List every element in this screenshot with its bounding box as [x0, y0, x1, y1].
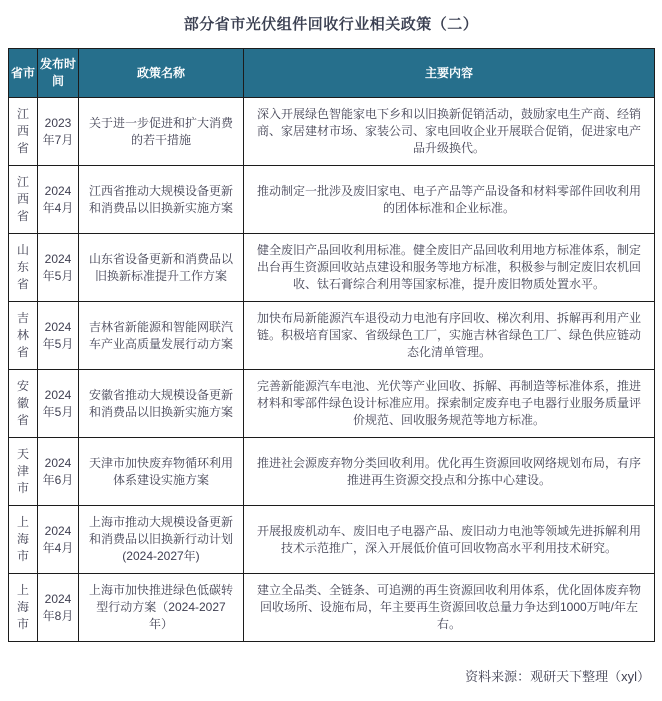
- cell-province: 江西省: [9, 98, 38, 166]
- cell-content: 深入开展绿色智能家电下乡和以旧换新促销活动，鼓励家电生产商、经销商、家居建材市场、家装公司、家电回收企业开展联合促销，促进家电产品升级换代。: [244, 98, 655, 166]
- cell-content: 加快布局新能源汽车退役动力电池有序回收、梯次利用、拆解再利用产业链。积极培育国家、省级绿色工厂，实施吉林省绿色工厂、绿色供应链动态化清单管理。: [244, 302, 655, 370]
- header-date: 发布时间: [38, 49, 79, 98]
- table-row: [9, 438, 655, 506]
- table-row: [9, 234, 655, 302]
- cell-province: 江西省: [9, 166, 38, 234]
- cell-content: 推进社会源废弃物分类回收利用。优化再生资源回收网络规划布局，有序推进再生资源交投点和分拣中心建设。: [244, 438, 655, 506]
- cell-date: 2024年5月: [38, 302, 79, 370]
- cell-date: 2024年5月: [38, 370, 79, 438]
- cell-date: 2024年8月: [38, 574, 79, 642]
- table-row: [9, 166, 655, 234]
- header-content: 主要内容: [244, 49, 655, 98]
- header-policy: 政策名称: [79, 49, 244, 98]
- cell-date: 2024年5月: [38, 234, 79, 302]
- cell-province: 上海市: [9, 506, 38, 574]
- cell-policy: 上海市加快推进绿色低碳转型行动方案（2024-2027年）: [79, 574, 244, 642]
- cell-province: 山东省: [9, 234, 38, 302]
- cell-province: 吉林省: [9, 302, 38, 370]
- cell-policy: 关于进一步促进和扩大消费的若干措施: [79, 98, 244, 166]
- cell-policy: 吉林省新能源和智能网联汽车产业高质量发展行动方案: [79, 302, 244, 370]
- cell-date: 2023年7月: [38, 98, 79, 166]
- cell-content: 推动制定一批涉及废旧家电、电子产品等产品设备和材料零部件回收利用的团体标准和企业标准。: [244, 166, 655, 234]
- table-row: [9, 506, 655, 574]
- cell-province: 安徽省: [9, 370, 38, 438]
- cell-date: 2024年6月: [38, 438, 79, 506]
- header-province: 省市: [9, 49, 38, 98]
- table-header-row: [9, 49, 655, 98]
- cell-content: 开展报废机动车、废旧电子电器产品、废旧动力电池等领域先进拆解利用技术示范推广，深入开展低价值可回收物高水平利用技术研究。: [244, 506, 655, 574]
- page-title: 部分省市光伏组件回收行业相关政策（二）: [183, 16, 479, 33]
- cell-date: 2024年4月: [38, 506, 79, 574]
- cell-content: 健全废旧产品回收利用标准。健全废旧产品回收利用地方标准体系，制定出台再生资源回收站点建设和服务等地方标准，积极参与制定废旧农机回收、钛石膏综合利用等国家标准，提升废旧物质处置水平。: [244, 234, 655, 302]
- table-row: [9, 574, 655, 642]
- table-row: [9, 98, 655, 166]
- cell-content: 建立全品类、全链条、可追溯的再生资源回收利用体系，优化固体废弃物回收场所、设施布局，年主要再生资源回收总量力争达到1000万吨/年左右。: [244, 574, 655, 642]
- cell-province: 天津市: [9, 438, 38, 506]
- cell-policy: 天津市加快废弃物循环利用体系建设实施方案: [79, 438, 244, 506]
- cell-content: 完善新能源汽车电池、光伏等产业回收、拆解、再制造等标准体系，推进材料和零部件绿色设计标准应用。探索制定废弃电子电器行业服务质量评价规范、回收服务规范等地方标准。: [244, 370, 655, 438]
- table-row: [9, 302, 655, 370]
- cell-policy: 上海市推动大规模设备更新和消费品以旧换新行动计划(2024-2027年): [79, 506, 244, 574]
- cell-date: 2024年4月: [38, 166, 79, 234]
- source-attribution: 资料来源：观研天下整理（xyl）: [465, 669, 650, 684]
- policy-table: [8, 48, 655, 642]
- cell-province: 上海市: [9, 574, 38, 642]
- cell-policy: 江西省推动大规模设备更新和消费品以旧换新实施方案: [79, 166, 244, 234]
- cell-policy: 山东省设备更新和消费品以旧换新标准提升工作方案: [79, 234, 244, 302]
- cell-policy: 安徽省推动大规模设备更新和消费品以旧换新实施方案: [79, 370, 244, 438]
- table-row: [9, 370, 655, 438]
